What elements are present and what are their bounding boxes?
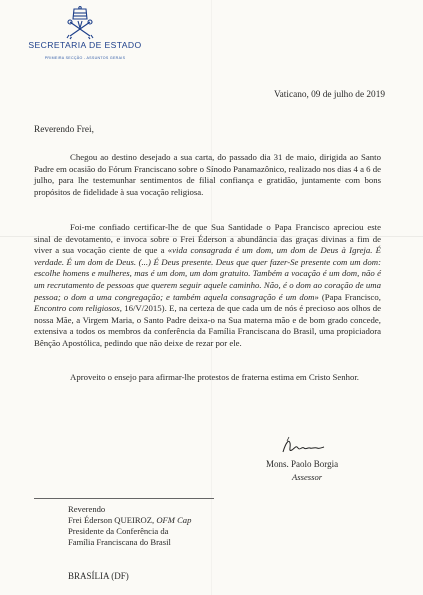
addressee-line-3: Presidente da Conferência da [68,526,169,536]
handwritten-signature-icon [279,436,327,458]
paragraph-2-citation-open: » (Papa Francisco, [314,291,381,302]
letterhead-subtitle: PRIMEIRA SECÇÃO - ASSUNTOS GERAIS [44,56,126,60]
paragraph-1: Chegou ao destino desejado a sua carta, do passado dia 31 de maio, dirigida ao Santo Padre em ocasião do Fórum Franciscano sobre o Sínodo Panamazônico, realizado nos dias 4 a 6 de julho, para lhe testemunhar sentimentos de filial confiança e gratidão, juntamente com bons propósitos de fidelidade à sua vocação religiosa. [34,152,381,197]
letterhead [0,0,170,76]
address-divider [34,498,214,499]
paragraph-2-citation-close: , 16/V/2015). E, na certeza de que cada um de nós é precioso aos olhos de nossa Mãe, a Virgem Maria, o Santo Padre deixa-o na Sua materna mão e de bom grado concede, extensiva a todos os membros da conferência da Família Franciscana do Brasil, uma propiciadora Bênção Apostólica, pedindo que não deixe de rezar por ele. [34,303,382,348]
addressee-line-1: Reverendo [68,504,106,514]
papal-emblem-icon [64,6,96,40]
paragraph-2 [34,222,381,350]
paragraph-2-quote: vida consagrada é um dom, um dom de Deus à Igreja. É verdade. É um dom de Deus. (...) É Deus presente. Deus que quer fazer-Se presente com um dom: escolhe homens e mulheres, mas é um dom, um dom gratuito. Também a vocação é um dom, não é um recrutamento de pessoas que querem seguir aquele caminho. Não, é o dom ao coração de uma pessoa; o dom a uma congregação; e também aquela consagração é um dom [34,245,381,302]
addressee-block [68,504,191,548]
letter-date: Vaticano, 09 de julho de 2019 [273,90,385,100]
addressee-order: OFM Cap [156,515,192,525]
addressee-city: BRASÍLIA (DF) [68,571,129,581]
salutation: Reverendo Frei, [34,125,94,135]
addressee-name: Frei Éderson QUEIROZ, [68,515,157,525]
addressee-line-4: Família Franciscana do Brasil [68,537,171,547]
letterhead-title: SECRETARIA DE ESTADO [28,40,142,50]
signer-role: Assessor [292,472,323,482]
addressee-line-2 [68,515,191,526]
paragraph-3: Aproveito o ensejo para afirmar-lhe protestos de fraterna estima em Cristo Senhor. [70,372,359,382]
paragraph-2-intro: Foi-me confiado certificar-lhe de que Sua Santidade o Papa Francisco apreciou este sinal de devotamento, e invoca sobre o Frei Éderson a abundância das graças divinas a fim de viver a sua vocação ciente de que a « [34,222,381,256]
signer-name: Mons. Paolo Borgia [266,459,339,469]
paragraph-2-citation-title: Encontro com religiosos [34,303,120,314]
